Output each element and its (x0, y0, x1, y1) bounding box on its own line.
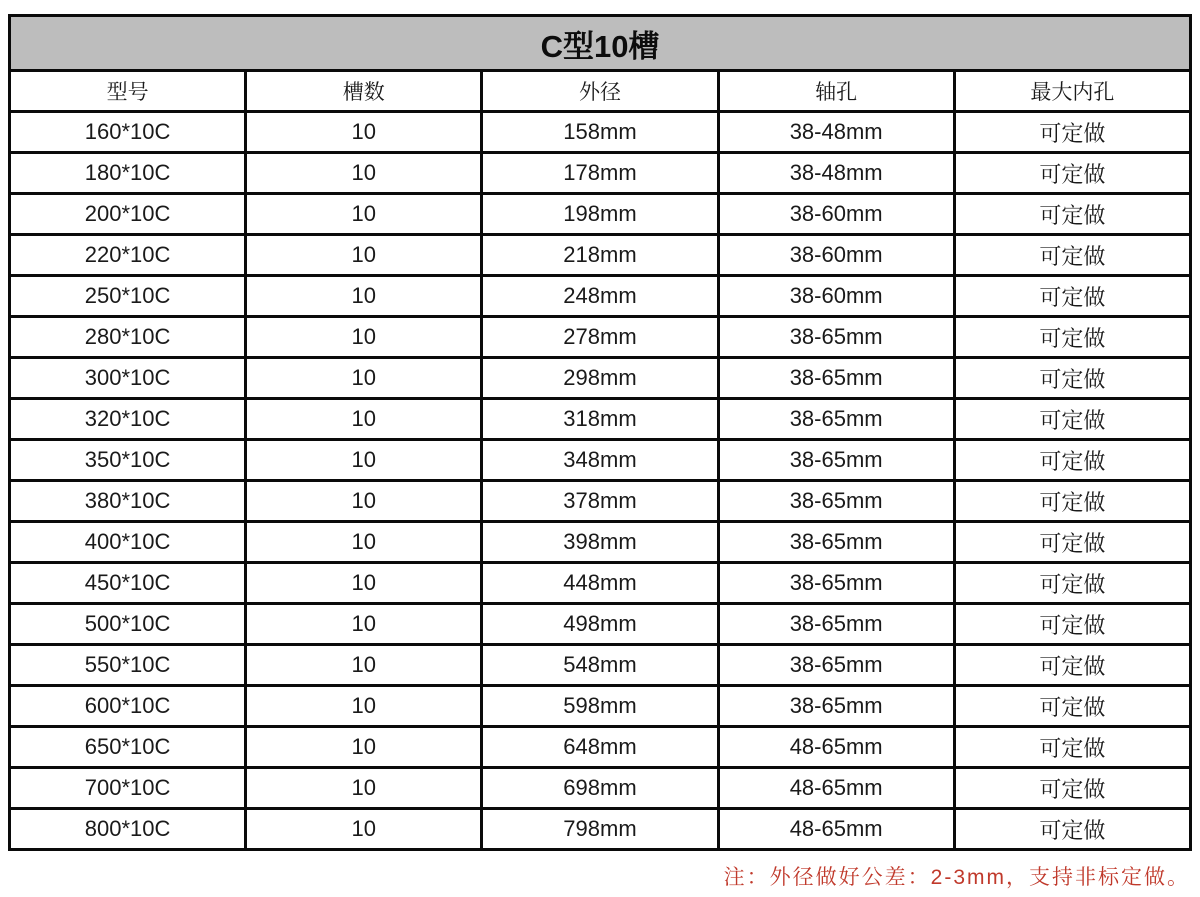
table-cell: 38-65mm (718, 563, 954, 604)
table-cell: 700*10C (10, 768, 246, 809)
table-cell: 248mm (482, 276, 718, 317)
table-cell: 48-65mm (718, 809, 954, 850)
table-cell: 可定做 (954, 399, 1190, 440)
spec-table-head (10, 16, 1191, 112)
table-row (10, 645, 1191, 686)
table-cell: 38-65mm (718, 481, 954, 522)
table-row (10, 563, 1191, 604)
table-cell: 可定做 (954, 645, 1190, 686)
table-row (10, 112, 1191, 153)
table-cell: 500*10C (10, 604, 246, 645)
table-cell: 48-65mm (718, 727, 954, 768)
spec-table (8, 14, 1192, 851)
table-cell: 38-65mm (718, 399, 954, 440)
title-row (10, 16, 1191, 71)
table-cell: 可定做 (954, 809, 1190, 850)
table-cell: 158mm (482, 112, 718, 153)
table-cell: 298mm (482, 358, 718, 399)
header-row (10, 71, 1191, 112)
table-cell: 38-60mm (718, 276, 954, 317)
table-cell: 320*10C (10, 399, 246, 440)
table-cell: 48-65mm (718, 768, 954, 809)
table-row (10, 522, 1191, 563)
column-header: 最大内孔 (954, 71, 1190, 112)
table-cell: 10 (246, 604, 482, 645)
table-cell: 10 (246, 686, 482, 727)
table-row (10, 686, 1191, 727)
table-row (10, 194, 1191, 235)
table-cell: 38-65mm (718, 358, 954, 399)
table-row (10, 317, 1191, 358)
table-cell: 38-65mm (718, 645, 954, 686)
table-cell: 200*10C (10, 194, 246, 235)
table-cell: 38-48mm (718, 153, 954, 194)
table-cell: 318mm (482, 399, 718, 440)
table-cell: 可定做 (954, 563, 1190, 604)
table-cell: 220*10C (10, 235, 246, 276)
table-cell: 10 (246, 768, 482, 809)
table-cell: 648mm (482, 727, 718, 768)
table-cell: 10 (246, 645, 482, 686)
table-cell: 400*10C (10, 522, 246, 563)
table-title: C型10槽 (10, 16, 1191, 71)
table-cell: 10 (246, 276, 482, 317)
table-cell: 180*10C (10, 153, 246, 194)
table-cell: 可定做 (954, 153, 1190, 194)
table-cell: 10 (246, 358, 482, 399)
column-header: 型号 (10, 71, 246, 112)
table-cell: 可定做 (954, 112, 1190, 153)
table-cell: 38-65mm (718, 604, 954, 645)
table-cell: 548mm (482, 645, 718, 686)
table-cell: 178mm (482, 153, 718, 194)
table-cell: 38-48mm (718, 112, 954, 153)
table-cell: 10 (246, 809, 482, 850)
table-cell: 可定做 (954, 686, 1190, 727)
table-cell: 378mm (482, 481, 718, 522)
table-cell: 10 (246, 440, 482, 481)
table-cell: 10 (246, 194, 482, 235)
table-row (10, 235, 1191, 276)
table-cell: 可定做 (954, 317, 1190, 358)
table-cell: 600*10C (10, 686, 246, 727)
table-cell: 278mm (482, 317, 718, 358)
table-cell: 38-65mm (718, 440, 954, 481)
table-row (10, 481, 1191, 522)
table-cell: 218mm (482, 235, 718, 276)
table-cell: 450*10C (10, 563, 246, 604)
table-cell: 10 (246, 563, 482, 604)
table-cell: 280*10C (10, 317, 246, 358)
table-cell: 300*10C (10, 358, 246, 399)
table-cell: 800*10C (10, 809, 246, 850)
table-cell: 550*10C (10, 645, 246, 686)
table-cell: 498mm (482, 604, 718, 645)
table-cell: 698mm (482, 768, 718, 809)
table-cell: 10 (246, 112, 482, 153)
table-cell: 10 (246, 399, 482, 440)
table-cell: 160*10C (10, 112, 246, 153)
table-row (10, 276, 1191, 317)
table-row (10, 727, 1191, 768)
table-cell: 可定做 (954, 440, 1190, 481)
table-cell: 798mm (482, 809, 718, 850)
table-cell: 10 (246, 481, 482, 522)
table-cell: 可定做 (954, 358, 1190, 399)
footnote: 注：外径做好公差：2-3mm，支持非标定做。 (723, 866, 1190, 889)
table-cell: 198mm (482, 194, 718, 235)
table-cell: 38-65mm (718, 686, 954, 727)
column-header: 外径 (482, 71, 718, 112)
table-cell: 10 (246, 317, 482, 358)
table-row (10, 604, 1191, 645)
column-header: 轴孔 (718, 71, 954, 112)
table-row (10, 440, 1191, 481)
table-cell: 38-60mm (718, 235, 954, 276)
table-row (10, 768, 1191, 809)
column-header: 槽数 (246, 71, 482, 112)
spec-table-body (10, 112, 1191, 850)
table-cell: 10 (246, 727, 482, 768)
table-cell: 可定做 (954, 481, 1190, 522)
table-cell: 398mm (482, 522, 718, 563)
table-cell: 350*10C (10, 440, 246, 481)
table-cell: 10 (246, 235, 482, 276)
table-cell: 348mm (482, 440, 718, 481)
table-cell: 可定做 (954, 276, 1190, 317)
table-cell: 可定做 (954, 727, 1190, 768)
table-row (10, 358, 1191, 399)
table-row (10, 399, 1191, 440)
table-cell: 可定做 (954, 522, 1190, 563)
table-cell: 可定做 (954, 768, 1190, 809)
table-row (10, 153, 1191, 194)
table-cell: 10 (246, 153, 482, 194)
table-cell: 可定做 (954, 604, 1190, 645)
table-cell: 250*10C (10, 276, 246, 317)
table-cell: 38-60mm (718, 194, 954, 235)
table-cell: 38-65mm (718, 522, 954, 563)
table-cell: 可定做 (954, 235, 1190, 276)
table-cell: 可定做 (954, 194, 1190, 235)
table-cell: 10 (246, 522, 482, 563)
table-cell: 448mm (482, 563, 718, 604)
table-cell: 380*10C (10, 481, 246, 522)
table-row (10, 809, 1191, 850)
table-cell: 650*10C (10, 727, 246, 768)
table-cell: 38-65mm (718, 317, 954, 358)
table-cell: 598mm (482, 686, 718, 727)
